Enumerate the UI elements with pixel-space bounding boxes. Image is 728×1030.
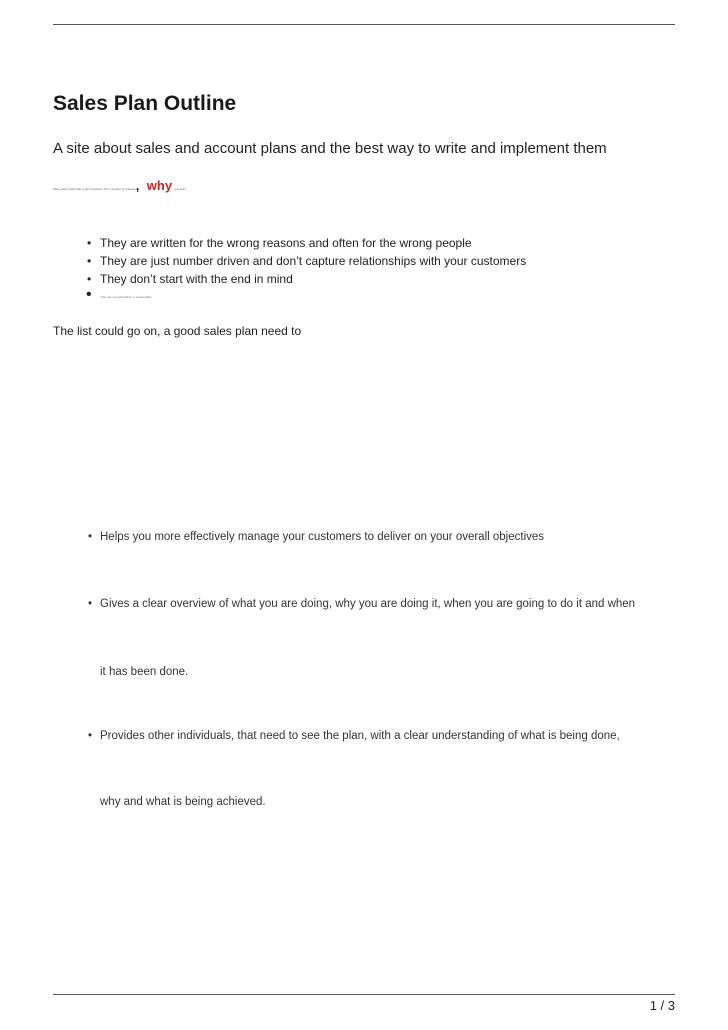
bullet-icon: • [88,598,93,610]
list-item-text: Helps you more effectively manage your customers to deliver on your overall objectives [100,531,545,543]
bullet-icon: • [87,272,92,286]
list-item [88,531,544,543]
list-item [82,270,526,288]
why-highlight: why [146,178,173,193]
tiny-intro-line [53,178,186,197]
list-item [88,598,635,610]
list-item [82,252,526,270]
list-item-continuation: it has been done. [100,666,189,678]
page-number: 1 / 3 [649,998,675,1013]
page-subtitle: A site about sales and account plans and the best way to write and implement them [53,140,607,157]
list-item [82,234,526,252]
header-rule [53,24,675,25]
bullet-icon: • [88,730,93,742]
bullet-icon: • [87,236,92,250]
reasons-list [82,234,526,306]
list-item-text: They don’t start with the end in mind [100,272,293,286]
list-item [82,288,526,306]
list-item-text: Provides other individuals, that need to see the plan, with a clear understanding of what is being done, [100,730,620,742]
page-title: Sales Plan Outline [53,92,237,115]
list-item-text: They are not actionable or measurable [100,295,152,299]
tiny-intro-lead: Many sales plans fail to get anywhere for a number of reasons [53,187,136,191]
bullet-icon: • [86,286,92,303]
list-item-text: They are just number driven and don’t capture relationships with your customers [100,254,527,268]
tiny-intro-trail: you ask? [174,187,187,191]
list-item [88,730,620,742]
intro-paragraph: The list could go on, a good sales plan need to [53,324,302,338]
bullet-icon: • [88,531,93,543]
list-item-text: They are written for the wrong reasons and often for the wrong people [100,236,472,250]
bullet-icon: • [87,254,92,268]
tiny-intro-comma: , [135,178,140,193]
list-item-continuation: why and what is being achieved. [100,796,266,808]
footer-rule [53,994,675,995]
list-item-text: Gives a clear overview of what you are doing, why you are doing it, when you are going to do it and when [100,598,636,610]
